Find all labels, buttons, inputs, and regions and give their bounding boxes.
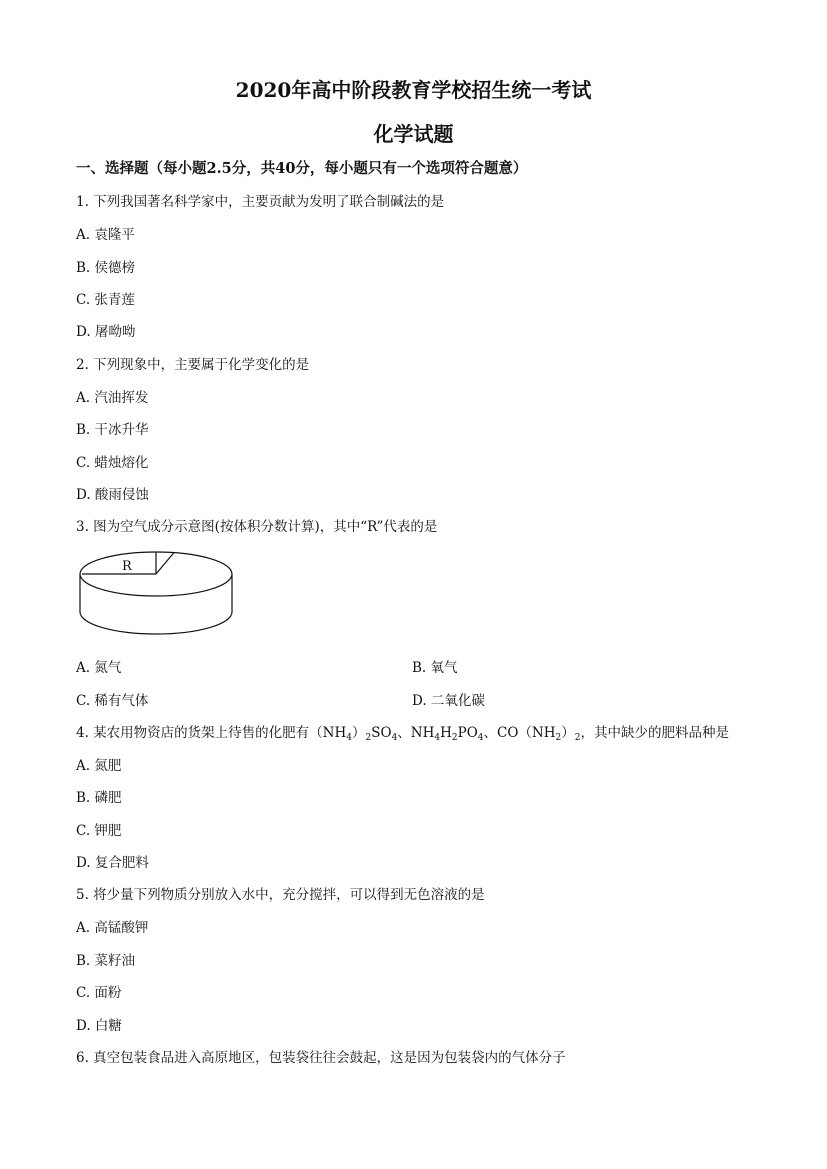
question-4-option-a: A. 氮肥 xyxy=(76,758,122,774)
question-5-option-c: C. 面粉 xyxy=(76,985,122,1001)
subscript: 2 xyxy=(451,733,458,743)
stem-text: ） xyxy=(561,725,575,741)
question-4-stem xyxy=(76,721,729,743)
question-1-option-a: A. 袁隆平 xyxy=(76,227,135,243)
question-4-option-b: B. 磷肥 xyxy=(76,790,122,806)
question-2-option-c: C. 蜡烛熔化 xyxy=(76,455,149,471)
figure-label-r: R xyxy=(122,559,132,574)
question-2-option-b: B. 干冰升华 xyxy=(76,422,149,438)
question-3-option-c: C. 稀有气体 xyxy=(76,693,149,709)
stem-text: 、NH xyxy=(397,725,435,741)
stem-text: 4. 某农用物资店的货架上待售的化肥有（NH xyxy=(76,725,347,741)
question-1-option-d: D. 屠呦呦 xyxy=(76,324,136,340)
question-5-option-a: A. 高锰酸钾 xyxy=(76,920,149,936)
question-1-option-b: B. 侯德榜 xyxy=(76,260,136,276)
subscript: 2 xyxy=(574,733,581,743)
cylinder-bottom-arc xyxy=(80,612,232,634)
exam-title: 2020年高中阶段教育学校招生统一考试 xyxy=(235,78,592,102)
subscript: 4 xyxy=(477,733,484,743)
air-composition-cylinder-figure xyxy=(76,546,238,640)
question-3-option-d: D. 二氧化碳 xyxy=(412,693,485,709)
question-3-stem: 3. 图为空气成分示意图(按体积分数计算)，其中“R”代表的是 xyxy=(76,519,438,535)
question-3-option-b: B. 氧气 xyxy=(412,660,458,676)
subscript: 4 xyxy=(391,733,398,743)
question-4-option-c: C. 钾肥 xyxy=(76,823,122,839)
section-heading: 一、选择题（每小题2.5分，共40分，每小题只有一个选项符合题意） xyxy=(76,160,528,177)
subscript: 2 xyxy=(555,733,562,743)
question-5-stem: 5. 将少量下列物质分别放入水中，充分搅拌，可以得到无色溶液的是 xyxy=(76,887,485,903)
question-2-option-d: D. 酸雨侵蚀 xyxy=(76,487,149,503)
question-1-stem: 1. 下列我国著名科学家中，主要贡献为发明了联合制碱法的是 xyxy=(76,194,445,210)
question-5-option-b: B. 菜籽油 xyxy=(76,953,136,969)
stem-text: ） xyxy=(352,725,366,741)
question-4-option-d: D. 复合肥料 xyxy=(76,855,149,871)
stem-text: 、CO（NH xyxy=(483,725,556,741)
question-2-stem: 2. 下列现象中，主要属于化学变化的是 xyxy=(76,357,310,373)
question-3-option-a: A. 氮气 xyxy=(76,660,122,676)
subscript: 4 xyxy=(346,733,352,743)
subscript: 2 xyxy=(365,733,372,743)
subscript: 4 xyxy=(434,733,441,743)
question-6-stem: 6. 真空包装食品进入高原地区，包装袋往往会鼓起，这是因为包装袋内的气体分子 xyxy=(76,1050,566,1066)
stem-text: PO xyxy=(457,725,478,741)
stem-text: SO xyxy=(371,725,392,741)
stem-text: ，其中缺少的肥料品种是 xyxy=(580,725,729,741)
exam-subtitle: 化学试题 xyxy=(373,122,454,146)
question-2-option-a: A. 汽油挥发 xyxy=(76,390,149,406)
question-1-option-c: C. 张青莲 xyxy=(76,292,135,308)
stem-text: H xyxy=(440,725,452,741)
question-5-option-d: D. 白糖 xyxy=(76,1018,122,1034)
